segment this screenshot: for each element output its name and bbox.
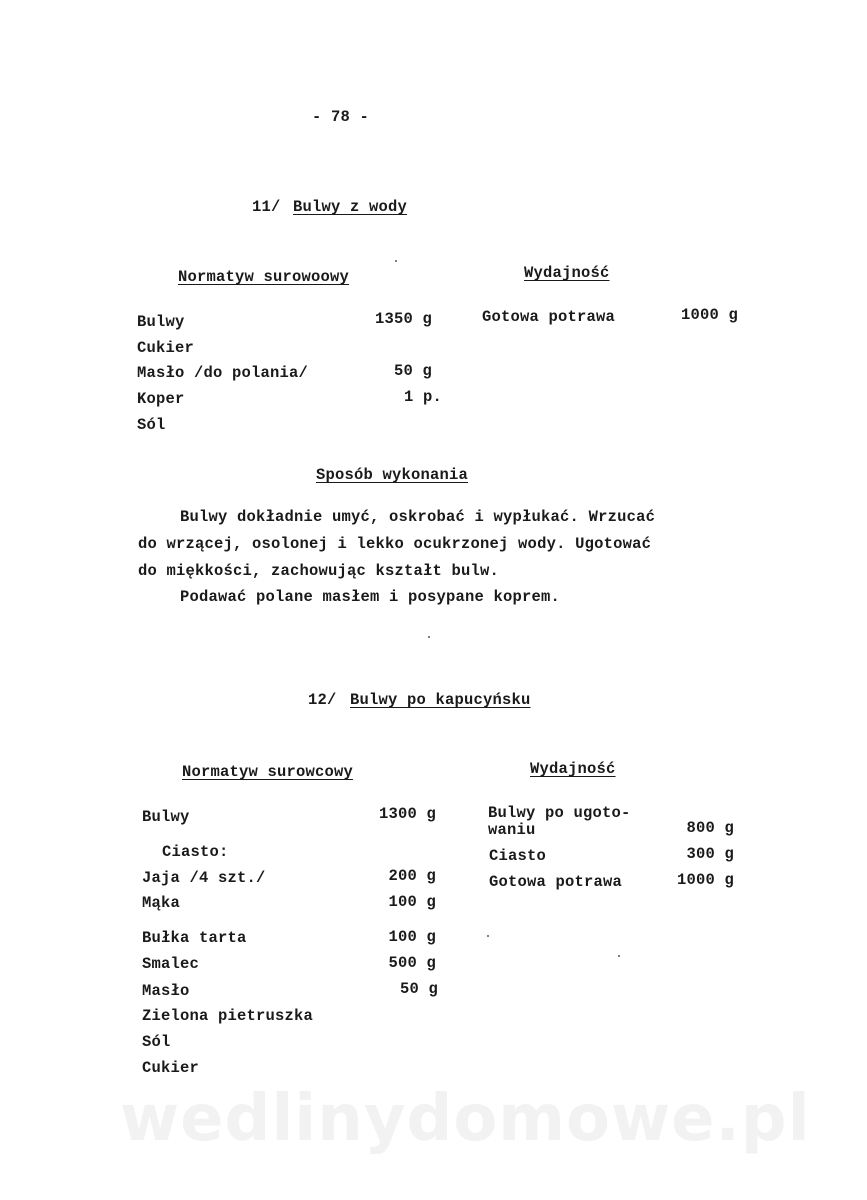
method-line: Bulwy dokładnie umyć, oskrobać i wypłukać. Wrzucać xyxy=(180,508,656,526)
recipe-number: 11/ xyxy=(252,198,281,216)
yield-name: waniu xyxy=(488,821,536,839)
watermark: wedlinydomowe.pl xyxy=(120,1082,811,1156)
method-line: Podawać polane masłem i posypane koprem. xyxy=(180,588,561,606)
yield-qty: 800 g xyxy=(686,819,734,837)
yield-header: Wydajność xyxy=(524,264,610,282)
scan-speck xyxy=(618,955,620,957)
recipe-title: Bulwy z wody xyxy=(293,198,408,216)
ingredient-qty: 100 g xyxy=(388,928,436,946)
ingredient-name: Sól xyxy=(142,1033,171,1051)
yield-name: Bulwy po ugoto- xyxy=(488,804,631,822)
scan-speck xyxy=(428,636,430,638)
yield-qty: 1000 g xyxy=(680,306,738,324)
ingredient-qty: 50 g xyxy=(399,980,438,998)
ingredient-name: Ciasto: xyxy=(162,843,229,861)
ingredient-name: Cukier xyxy=(142,1059,200,1077)
ingredient-qty: 1350 g xyxy=(374,310,432,328)
ingredient-name: Koper xyxy=(137,390,185,408)
ingredient-name: Sól xyxy=(137,416,166,434)
ingredient-name: Bulwy xyxy=(137,313,185,331)
ingredient-qty: 200 g xyxy=(388,867,436,885)
ingredient-name: Bułka tarta xyxy=(142,929,247,947)
method-line: do wrzącej, osolonej i lekko ocukrzonej wody. Ugotować xyxy=(138,535,652,553)
ingredient-qty: 1 p. xyxy=(403,388,442,406)
ingredient-qty: 100 g xyxy=(388,893,436,911)
yield-qty: 300 g xyxy=(686,845,734,863)
ingredient-name: Zielona pietruszka xyxy=(142,1007,314,1025)
yield-name: Gotowa potrawa xyxy=(489,873,623,891)
ingredient-name: Bulwy xyxy=(142,808,190,826)
yield-qty: 1000 g xyxy=(676,871,734,889)
ingredient-name: Smalec xyxy=(142,955,200,973)
raw-materials-header: Normatyw surowcowy xyxy=(182,763,354,781)
ingredient-name: Jaja /4 szt./ xyxy=(142,869,266,887)
ingredient-qty: 50 g xyxy=(393,362,432,380)
page-number: - 78 - xyxy=(312,108,370,126)
ingredient-name: Masło /do polania/ xyxy=(137,364,309,382)
ingredient-name: Cukier xyxy=(137,339,195,357)
ingredient-qty: 1300 g xyxy=(378,805,436,823)
yield-name: Ciasto xyxy=(489,847,547,865)
yield-name: Gotowa potrawa xyxy=(482,308,616,326)
method-header: Sposób wykonania xyxy=(316,466,469,484)
ingredient-name: Mąka xyxy=(142,894,181,912)
yield-header: Wydajność xyxy=(530,760,616,778)
raw-materials-header: Normatyw surowoowy xyxy=(178,268,350,286)
ingredient-name: Masło xyxy=(142,982,190,1000)
ingredient-qty: 500 g xyxy=(388,954,436,972)
recipe-title: Bulwy po kapucyńsku xyxy=(350,691,531,709)
scan-speck xyxy=(487,935,489,937)
recipe-number: 12/ xyxy=(308,691,337,709)
scan-speck xyxy=(395,260,397,262)
method-line: do miękkości, zachowując kształt bulw. xyxy=(138,562,500,580)
